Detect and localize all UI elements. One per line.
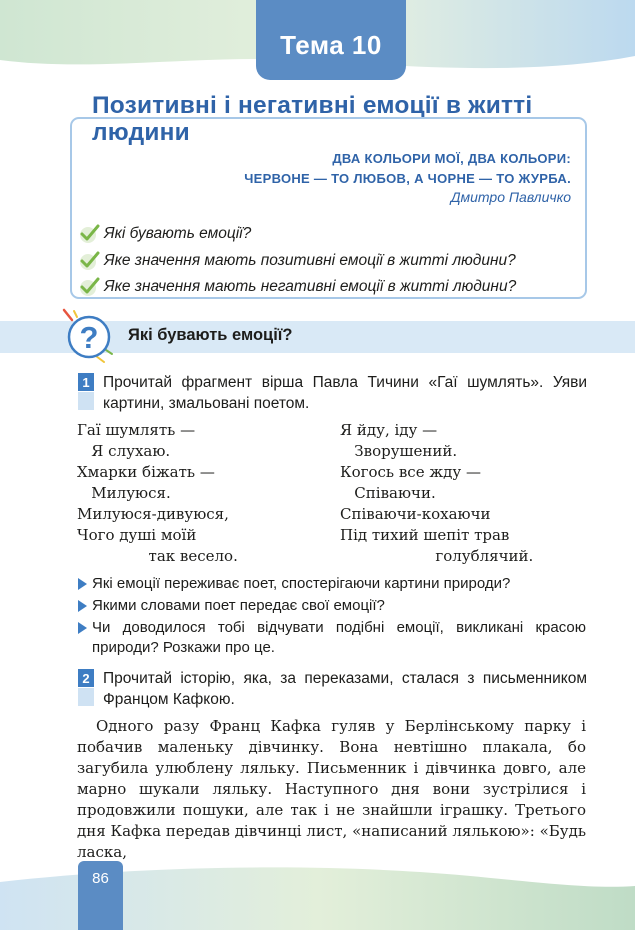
poem-line: Когось все жду — [340,463,481,481]
svg-text:?: ? [79,320,99,355]
check-icon [78,277,100,297]
page-number: 86 [78,861,123,930]
poem-line: Співаючи. [340,484,436,502]
question-mark-icon [58,308,118,366]
poem-line: Під тихий шепіт трав [340,526,510,544]
task-2-text: Прочитай історію, яка, за переказами, сталася з письменником Францом Кафкою. [103,670,587,708]
discussion-question: Якими словами поет передає свої емоції? [78,596,586,616]
key-question: Яке значення мають негативні емоції в житті людини? [78,274,516,301]
poem-line: Співаючи-кохаючи [340,505,491,523]
task-number-badge: 1 [78,373,94,391]
kafka-story-text: Одного разу Франц Кафка гуляв у Берлінському парку і побачив маленьку дівчинку. Вона невтішно плакала, бо загубила улюблену ляльку. Письменник і дівчинка довго, але марно шукали ляльку. Наступного дня вони зустрілися і продовжили пошуки, але так і не знайшли іграшку. Третього дня Кафка передав дівчинці лист, «написаний лялькою»: «Будь ласка, [77,717,586,861]
task-1-text: Прочитай фрагмент вірша Павла Тичини «Гаї шумлять». Уяви картини, змальовані поетом. [103,374,587,412]
triangle-bullet-icon [78,578,87,590]
poem-line: так весело. [77,547,238,565]
epigraph-author: Дмитро Павличко [450,189,571,205]
poem-line: голублячий. [340,547,534,565]
discussion-questions [78,574,586,660]
topic-badge: Тема 10 [256,0,406,80]
page-title: Позитивні і негативні емоції в житті людини [92,92,533,146]
check-icon [78,251,100,271]
discussion-question: Які емоції переживає поет, спостерігаючи картини природи? [78,574,586,594]
poem-line: Я слухаю. [77,442,171,460]
poem-line: Зворушений. [340,442,458,460]
key-questions-list [78,221,516,301]
epigraph-line-1: ДВА КОЛЬОРИ МОЇ, ДВА КОЛЬОРИ: [332,151,571,166]
task-number-accent [78,688,94,706]
poem-right-column [340,420,533,567]
triangle-bullet-icon [78,600,87,612]
poem-line: Милуюся. [77,484,171,502]
poem-line: Я йду, іду — [340,421,438,439]
key-question: Які бувають емоції? [78,221,516,248]
poem-line: Хмарки біжать — [77,463,215,481]
task-number-badge: 2 [78,669,94,687]
poem-line: Гаї шумлять — [77,421,196,439]
discussion-question: Чи доводилося тобі відчувати подібні емоції, викликані красою природи? Розкажи про це. [78,618,586,658]
poem-left-column [77,420,238,567]
check-icon [78,224,100,244]
key-question: Яке значення мають позитивні емоції в житті людини? [78,248,516,275]
epigraph-line-2: ЧЕРВОНЕ — ТО ЛЮБОВ, А ЧОРНЕ — ТО ЖУРБА. [244,171,571,186]
poem-line: Милуюся-дивуюся, [77,505,229,523]
triangle-bullet-icon [78,622,87,634]
poem-line: Чого душі моїй [77,526,197,544]
section-title: Які бувають емоції? [128,326,293,344]
task-number-accent [78,392,94,410]
